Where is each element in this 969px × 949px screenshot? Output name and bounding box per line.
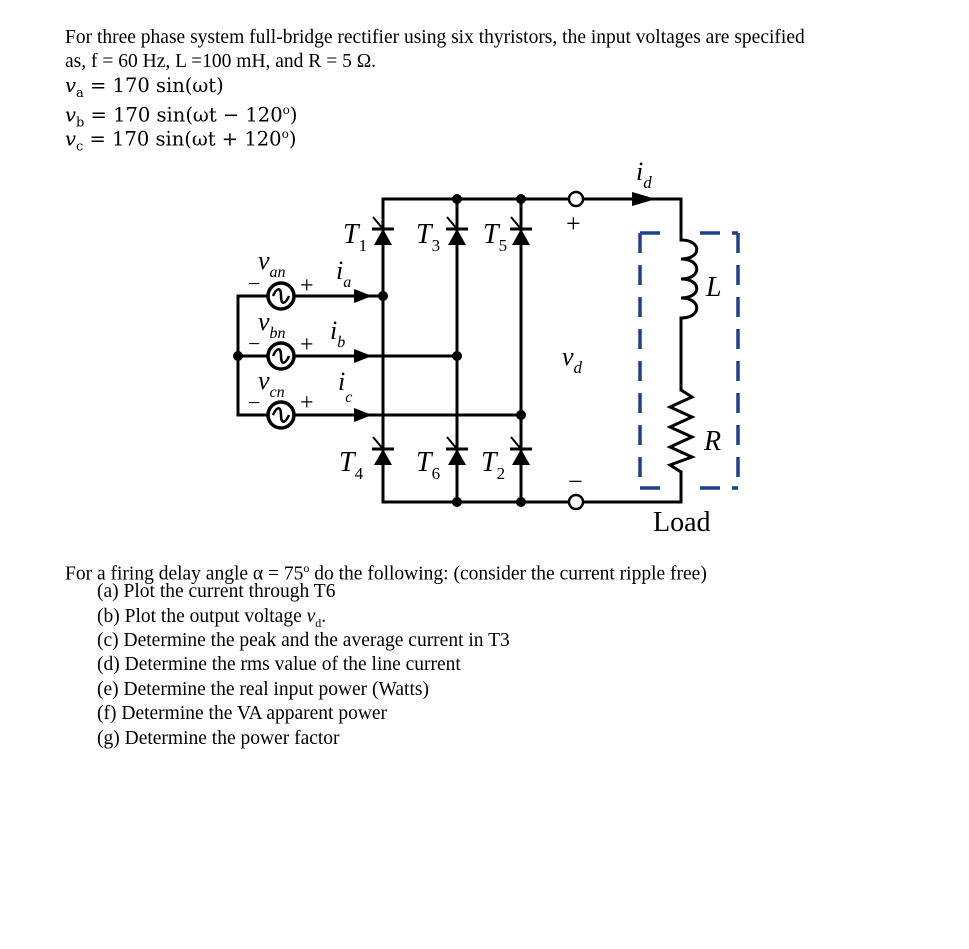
label-vcn: $v_{cn}$: [258, 366, 285, 401]
label-src-bn-minus: −: [248, 331, 261, 356]
ac-source-cn-icon: [268, 402, 294, 428]
label-t4: $T_4$: [339, 447, 364, 483]
label-output-plus: +: [566, 209, 581, 238]
task-c: (c) Determine the peak and the average current in T3: [97, 630, 510, 651]
label-ib: $i_b$: [330, 316, 346, 351]
task-e: (e) Determine the real input power (Watts): [97, 679, 429, 700]
load-dashed-box: [640, 233, 738, 488]
label-t2: $T_2$: [481, 447, 506, 483]
problem-intro-line2: as, f = 60 Hz, L =100 mH, and R = 5 Ω.: [65, 51, 377, 72]
equation-va: $v_a = 170$ sin(ωt): [65, 74, 224, 101]
label-src-cn-minus: −: [248, 390, 261, 415]
problem-intro-line1: For three phase system full-bridge rectifier using six thyristors, the input voltages are specified: [65, 27, 805, 48]
label-load: Load: [653, 507, 711, 538]
label-t6: $T_6$: [416, 447, 441, 483]
label-vd: $v_d$: [562, 342, 583, 377]
label-van: $v_{an}$: [258, 246, 286, 281]
task-g: (g) Determine the power factor: [97, 728, 340, 749]
current-arrows: [354, 192, 656, 422]
label-id: $i_d$: [636, 157, 652, 192]
output-terminal-negative: [569, 495, 583, 509]
label-src-an-minus: −: [248, 271, 261, 296]
label-inductor-L: L: [706, 272, 722, 303]
ac-source-bn-icon: [268, 343, 294, 369]
resistor-zigzag: [670, 390, 692, 472]
equation-vb: $v_b = 170$ $\sin(\omega t - 120^o)$: [65, 103, 298, 131]
task-a: (a) Plot the current through T6: [97, 581, 336, 602]
label-t1: $T_1$: [343, 219, 368, 255]
label-resistor-R: R: [704, 426, 722, 457]
label-t3: $T_3$: [416, 219, 441, 255]
output-terminal-positive: [569, 192, 583, 206]
task-d: (d) Determine the rms value of the line current: [97, 654, 461, 675]
task-b: (b) Plot the output voltage $v_d$.: [97, 606, 327, 630]
label-ic: $i_c$: [338, 367, 353, 406]
ac-source-an-icon: [268, 283, 294, 309]
equation-vc: $v_c = 170$ $\sin(\omega t + 120^o)$: [65, 127, 297, 155]
label-src-an-plus: +: [300, 273, 314, 299]
label-src-bn-plus: +: [300, 332, 314, 358]
inductor-coil: [681, 240, 697, 318]
tasks-intro: For a firing delay angle $\alpha = 75^o$ do the following: (consider the current ripple free): [65, 561, 707, 585]
task-f: (f) Determine the VA apparent power: [97, 703, 388, 724]
label-src-cn-plus: +: [300, 390, 314, 416]
label-vbn: $v_{bn}$: [258, 307, 286, 342]
label-t5: $T_5$: [483, 219, 508, 255]
label-output-minus: −: [568, 467, 583, 496]
label-ia: $i_a$: [336, 256, 352, 291]
